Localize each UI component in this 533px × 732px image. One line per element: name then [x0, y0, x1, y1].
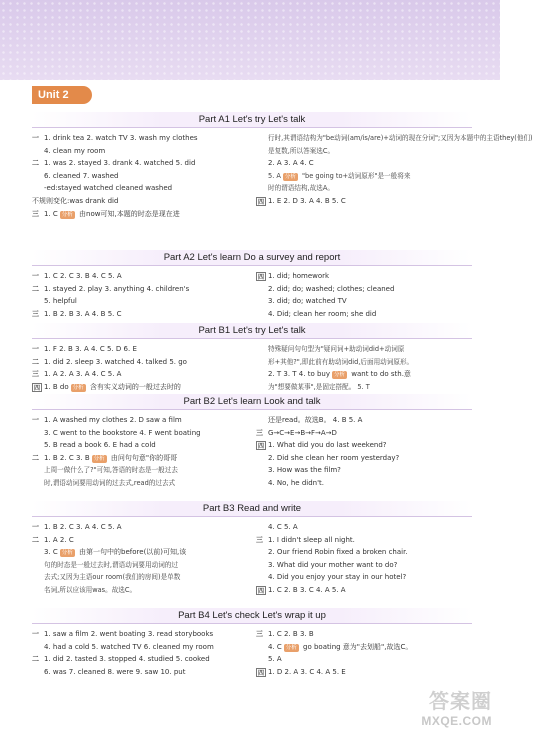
answer-text: 2. Our friend Robin fixed a broken chair.	[268, 548, 408, 557]
column-left	[32, 132, 252, 220]
answer-text: 特殊疑问句句型为"疑问词+助动词did+动词原	[268, 345, 405, 353]
question-number-mark: 一	[32, 134, 39, 142]
answer-line	[256, 521, 464, 534]
answer-line	[256, 628, 464, 641]
answer-line	[32, 584, 244, 597]
answer-text: 2. Did she clean her room yesterday?	[268, 453, 400, 462]
answer-line	[32, 132, 244, 145]
question-number-mark: 二	[32, 453, 39, 462]
answer-line	[256, 308, 464, 321]
answer-line	[32, 546, 244, 559]
question-number-mark: 三	[32, 309, 39, 318]
answer-line	[32, 571, 244, 584]
answer-line	[256, 464, 464, 477]
answer-line	[256, 145, 464, 158]
analysis-tag: 分析	[93, 455, 105, 462]
answer-text: 4. had a cold 5. watched TV 6. cleaned my room	[44, 642, 214, 651]
question-number-mark: 四	[258, 669, 265, 677]
answer-line	[32, 439, 244, 452]
answer-line	[256, 452, 464, 465]
question-number-mark: 二	[32, 284, 39, 293]
answer-line	[256, 343, 464, 356]
column-left	[32, 628, 252, 678]
answer-line	[256, 132, 533, 145]
section-columns	[32, 343, 472, 393]
answer-line	[32, 521, 244, 534]
question-number-mark: 二	[32, 357, 39, 366]
answer-line	[32, 195, 244, 208]
answer-text: 5. B read a book 6. E had a cold	[44, 441, 156, 450]
answer-section	[32, 112, 533, 220]
answer-text: 4. No, he didn't.	[268, 478, 325, 487]
answer-line	[32, 534, 244, 547]
section-title: Part A2 Let's learn Do a survey and report	[32, 250, 472, 266]
answer-line	[256, 356, 464, 369]
column-left	[32, 270, 252, 320]
answer-line	[256, 170, 464, 183]
answer-section	[32, 323, 472, 393]
column-right	[252, 132, 533, 220]
answer-line	[256, 414, 464, 427]
answer-line	[256, 195, 464, 208]
answer-text: 上周一做什么了?"可知,答语的时态是一般过去	[44, 466, 178, 475]
answer-line	[256, 546, 464, 559]
answer-text: 1. C 2. B 3. B	[268, 630, 314, 638]
answer-line	[32, 368, 244, 381]
answer-line	[256, 182, 464, 195]
answer-line	[256, 477, 464, 490]
answer-text: 1. C	[44, 209, 58, 218]
analysis-tag: 分析	[334, 372, 346, 379]
answer-text: 4. C	[268, 642, 282, 651]
answer-text: 还是read。故选B。 4. B 5. A	[268, 416, 363, 424]
answer-line	[32, 427, 244, 440]
answer-text: -ed:stayed watched cleaned washed	[44, 184, 173, 193]
answer-line	[256, 368, 464, 381]
section-columns	[32, 414, 472, 490]
answer-text: 6. was 7. cleaned 8. were 9. saw 10. put	[44, 667, 186, 676]
answer-text: 1. B 2. C 3. A 4. C 5. A	[44, 523, 122, 531]
question-number-mark: 三	[256, 630, 263, 638]
question-number-mark: 四	[258, 587, 265, 595]
question-number-mark: 一	[32, 345, 39, 353]
question-number-mark: 一	[32, 416, 39, 424]
column-left	[32, 521, 252, 597]
analysis-text: 由第一句中的before(以前)可知,该	[76, 548, 187, 557]
answer-text: 1. saw a film 2. went boating 3. read storybooks	[44, 630, 214, 638]
answer-line	[256, 439, 464, 452]
answer-text: 1. did 2. sleep 3. watched 4. talked 5. go	[44, 357, 187, 366]
watermark-url: MXQE.COM	[421, 714, 492, 728]
question-number-mark: 一	[32, 272, 39, 280]
answer-text: 2. T 3. T 4. to buy	[268, 370, 330, 379]
answer-text: 4. C 5. A	[268, 523, 298, 531]
analysis-text: 含有实义动词的一般过去时的	[87, 382, 181, 391]
answer-line	[32, 464, 244, 477]
analysis-tag: 分析	[72, 384, 84, 391]
answer-line	[256, 381, 464, 394]
section-title: Part B4 Let's check Let's wrap it up	[32, 608, 472, 624]
answer-line	[32, 145, 244, 158]
answer-text: 3. What did your mother want to do?	[268, 560, 398, 569]
answer-line	[32, 477, 244, 490]
question-number-mark: 一	[32, 630, 39, 638]
answer-text: 4. Did you enjoy your stay in our hotel?	[268, 573, 407, 582]
column-right	[252, 270, 472, 320]
answer-line	[256, 584, 464, 597]
analysis-tag: 分析	[284, 173, 296, 180]
analysis-tag: 分析	[61, 550, 73, 557]
answer-line	[256, 534, 464, 547]
column-left	[32, 414, 252, 490]
question-number-mark: 四	[34, 384, 41, 392]
answer-section	[32, 608, 472, 678]
answer-text: 1. B 2. B 3. A 4. B 5. C	[44, 309, 122, 318]
answer-text: 2. did; do; washed; clothes; cleaned	[268, 284, 395, 293]
column-left	[32, 343, 252, 393]
answer-text: 1. drink tea 2. watch TV 3. wash my clothes	[44, 134, 198, 142]
watermark-logo	[421, 685, 492, 728]
answer-line	[256, 270, 464, 283]
answer-text: 4. clean my room	[44, 146, 106, 155]
answer-text: G→C→E→B→F→A→D	[268, 428, 337, 437]
answer-text: 1. A washed my clothes 2. D saw a film	[44, 416, 182, 424]
answer-line	[32, 270, 244, 283]
analysis-text: "be going to+动词原形"是一般将来	[299, 171, 411, 180]
section-columns	[32, 628, 472, 678]
answer-line	[32, 295, 244, 308]
answer-text: 是复数,所以答案选C。	[268, 146, 335, 155]
answer-text: 1. F 2. B 3. A 4. C 5. D 6. E	[44, 345, 137, 353]
answer-line	[256, 427, 464, 440]
answer-text: 1. I didn't sleep all night.	[268, 535, 355, 544]
column-right	[252, 343, 472, 393]
section-title: Part B1 Let's try Let's talk	[32, 323, 472, 339]
answer-text: 1. B 2. C 3. B	[44, 453, 90, 462]
analysis-tag: 分析	[61, 211, 73, 218]
answer-line	[32, 452, 244, 465]
answer-text: 6. cleaned 7. washed	[44, 171, 119, 180]
question-number-mark: 三	[256, 428, 263, 437]
answer-line	[32, 628, 244, 641]
answer-text: 名词,所以应该用was。故选C。	[44, 585, 137, 594]
column-right	[252, 521, 472, 597]
answer-line	[32, 666, 244, 679]
answer-text: 1. A 2. A 3. A 4. C 5. A	[44, 370, 122, 379]
answer-text: 1. E 2. D 3. A 4. B 5. C	[268, 196, 346, 205]
answer-text: 1. did 2. tasted 3. stopped 4. studied 5. cooked	[44, 655, 210, 664]
answer-text: 1. stayed 2. play 3. anything 4. children's	[44, 284, 190, 293]
answer-text: 1. C 2. C 3. B 4. C 5. A	[44, 272, 122, 280]
answer-line	[32, 641, 244, 654]
answer-section	[32, 501, 472, 597]
answer-line	[256, 653, 464, 666]
question-number-mark: 三	[256, 535, 263, 544]
answer-text: 句的时态是一般过去时,谓语动词要用动词的过	[44, 560, 178, 569]
column-right	[252, 414, 472, 490]
answer-line	[32, 157, 244, 170]
answer-text: 3. C	[44, 548, 58, 557]
answer-text: 5. A	[268, 655, 282, 664]
answer-text: 行时,其谓语结构为"be动词(am/is/are)+动词的现在分词";又因为本题中的主语they(他们)	[268, 134, 533, 142]
answer-text: 3. How was the film?	[268, 466, 341, 475]
column-right	[252, 628, 472, 678]
answer-line	[32, 308, 244, 321]
answer-line	[256, 641, 464, 654]
answer-text: 1. C 2. B 3. C 4. A 5. A	[268, 585, 346, 594]
answer-line	[32, 414, 244, 427]
section-columns	[32, 270, 472, 320]
analysis-tag: 分析	[285, 644, 297, 651]
analysis-text: want to do sth.意	[349, 370, 411, 379]
answer-text: 形+其他?",即此前有助动词did,后面用动词原形。	[268, 357, 414, 366]
answer-text: 1. was 2. stayed 3. drank 4. watched 5. did	[44, 159, 196, 168]
answer-text: 为"想要做某事",是固定搭配。 5. T	[268, 382, 370, 391]
question-number-mark: 一	[32, 523, 39, 531]
answer-line	[32, 381, 244, 394]
answer-section	[32, 250, 472, 320]
answer-text: 5. A	[268, 171, 281, 180]
answer-line	[32, 170, 244, 183]
header-band	[0, 0, 500, 80]
analysis-text: 由问句句意"你的哥哥	[108, 453, 178, 462]
header-dot-pattern	[0, 0, 500, 80]
answer-text: 1. D 2. A 3. C 4. A 5. E	[268, 667, 346, 676]
answer-line	[256, 559, 464, 572]
answer-line	[32, 283, 244, 296]
question-number-mark: 四	[258, 198, 265, 206]
section-columns	[32, 132, 533, 220]
answer-text: 2. A 3. A 4. C	[268, 159, 314, 168]
section-title: Part B3 Read and write	[32, 501, 472, 517]
question-number-mark: 二	[32, 655, 39, 664]
section-columns	[32, 521, 472, 597]
section-title: Part B2 Let's learn Look and talk	[32, 394, 472, 410]
answer-text: 1. What did you do last weekend?	[268, 441, 387, 450]
question-number-mark: 二	[32, 535, 39, 544]
answer-line	[32, 559, 244, 572]
analysis-text: 由now可知,本题的时态是现在进	[76, 209, 180, 218]
answer-line	[32, 356, 244, 369]
answer-text: 时,谓语动词要用动词的过去式,read的过去式	[44, 478, 176, 487]
answer-text: 3. C went to the bookstore 4. F went boating	[44, 428, 201, 437]
question-number-mark: 三	[32, 209, 39, 218]
answer-text: 1. did; homework	[268, 272, 330, 280]
answer-section	[32, 394, 472, 490]
answer-text: 去式;又因为主语our room(我们的房间)是单数	[44, 573, 181, 582]
question-number-mark: 四	[258, 443, 265, 451]
answer-line	[32, 343, 244, 356]
answer-line	[32, 182, 244, 195]
section-title: Part A1 Let's try Let's talk	[32, 112, 472, 128]
question-number-mark: 四	[258, 274, 265, 281]
answer-text: 4. Did; clean her room; she did	[268, 309, 377, 318]
answer-text: 1. B do	[44, 382, 69, 391]
unit-badge: Unit 2	[32, 86, 92, 104]
answer-line	[256, 571, 464, 584]
answer-line	[32, 208, 244, 221]
answer-text: 1. A 2. C	[44, 535, 74, 544]
answer-text: 3. did; do; watched TV	[268, 297, 347, 306]
question-number-mark: 二	[32, 159, 39, 168]
analysis-text: go boating 意为"去划船",故选C。	[300, 642, 413, 651]
answer-line	[32, 653, 244, 666]
answer-line	[256, 295, 464, 308]
answer-text: 不规则变化:was drank did	[32, 196, 119, 205]
answer-line	[256, 666, 464, 679]
question-number-mark: 三	[32, 370, 39, 379]
answer-text: 5. helpful	[44, 297, 77, 306]
answer-line	[256, 157, 464, 170]
answer-line	[256, 283, 464, 296]
watermark-text: 答案圈	[429, 689, 492, 713]
answer-text: 时的谓语结构,故选A。	[268, 184, 334, 193]
